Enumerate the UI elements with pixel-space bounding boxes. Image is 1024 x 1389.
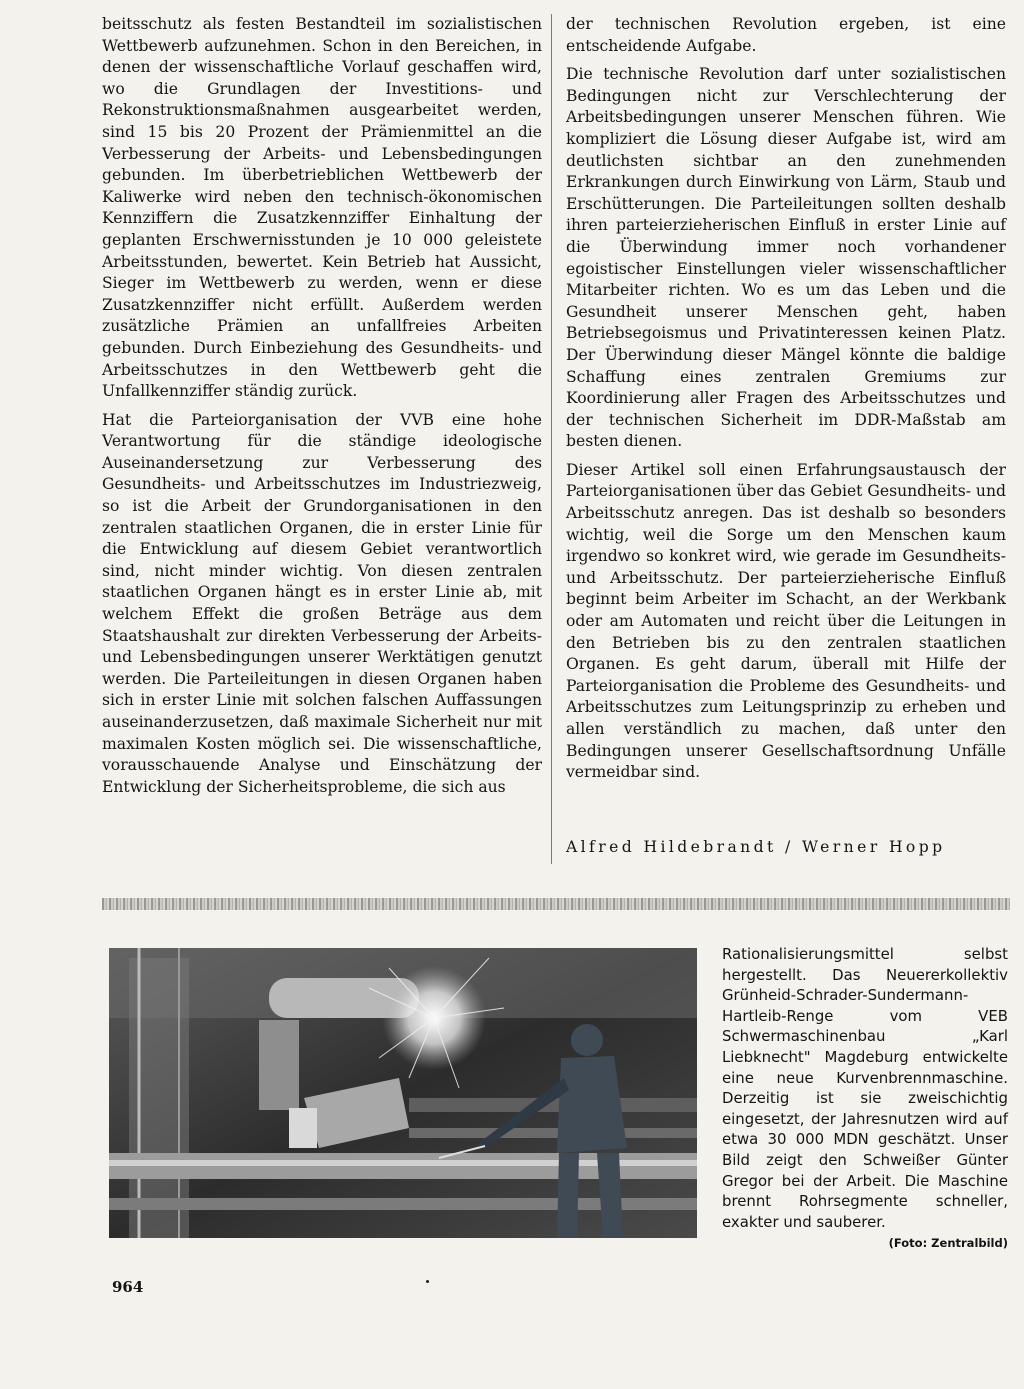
left-paragraph-2: Hat die Parteiorganisation der VVB eine hohe Verantwortung für die ständige ideologische Auseinandersetzung zur Verbesserung des Gesundheits- und Arbeitsschutzes im Industriezweig, so ist die Arbeit der Grundorganisationen in den zentralen staatlichen Organen, die in erster Linie für die Entwicklung auf diesem Gebiet verantwortlich sind, nicht minder wichtig. Von diesen zentralen staatlichen Organen hängt es in erster Linie ab, mit welchem Effekt die großen Beträge aus dem Staatshaushalt zur direkten Verbesserung der Arbeits- und Lebensbedingungen unserer Werktätigen genutzt werden. Die Parteileitungen in diesen Organen haben sich in erster Linie mit solchen falschen Auffassungen auseinanderzusetzen, daß maximale Sicherheit nur mit maximalen Kosten möglich sei. Die wissenschaftliche, vorausschauende Analyse und Einschätzung der Entwicklung der Sicherheitsprobleme, die sich aus: [102, 410, 542, 796]
right-paragraph-2: Die technische Revolution darf unter sozialistischen Bedingungen nicht zur Verschlechterung der Arbeitsbedingungen unserer Menschen führen. Wie kompliziert die Lösung dieser Aufgabe ist, wird am deutlichsten sichtbar an den zunehmenden Erkrankungen durch Einwirkung von Lärm, Staub und Erschütterungen. Die Parteileitungen sollten deshalb ihren parteierzieherischen Einfluß in erster Linie auf die Überwindung immer noch vorhandener egoistischer Einstellungen vieler wissenschaftlicher Mitarbeiter richten. Wo es um das Leben und die Gesundheit unserer Menschen geht, haben Betriebsegoismus und Privatinteressen keinen Platz. Der Überwindung dieser Mängel könnte die baldige Schaffung eines zentralen Gremiums zur Koordinierung aller Fragen des Arbeitsschutzes und der technischen Sicherheit im DDR-Maßstab am besten dienen.: [566, 65, 1006, 451]
photo-credit: (Foto: Zentralbild): [888, 1236, 1008, 1250]
welding-photo-image: [109, 948, 697, 1238]
column-divider: [551, 14, 552, 864]
photo-caption: [722, 944, 1008, 1232]
photo-caption-text: Rationalisierungsmittel selbst hergestellt. Das Neuererkollektiv Grünheid-Schrader-Sundermann-Hartleib-Renge vom VEB Schwermaschinenbau „Karl Liebknecht" Magdeburg entwickelte eine neue Kurvenbrennmaschine. Derzeitig ist sie zweischichtig eingesetzt, der Jahresnutzen wird auf etwa 30 000 MDN geschätzt. Unser Bild zeigt den Schweißer Günter Gregor bei der Arbeit. Die Maschine brennt Rohrsegmente schneller, exakter und sauberer.: [722, 945, 1008, 1231]
print-speck: [426, 1280, 429, 1283]
left-paragraph-1: beitsschutz als festen Bestandteil im sozialistischen Wettbewerb aufzunehmen. Schon in den Bereichen, in denen der wissenschaftliche Vorlauf geschaffen wird, wo die Grundlagen der Investitions- und Rekonstruktionsmaßnahmen ausgearbeitet werden, sind 15 bis 20 Prozent der Prämienmittel an die Verbesserung der Arbeits- und Lebensbedingungen gebunden. Im überbetrieblichen Wettbewerb der Kaliwerke wird neben den technisch-ökonomischen Kennziffern die Zusatzkennziffer Einhaltung der geplanten Erschwernisstunden je 10 000 geleistete Arbeitsstunden, bewertet. Kein Betrieb hat Aussicht, Sieger im Wettbewerb zu werden, wenn er diese Zusatzkennziffer nicht erfüllt. Außerdem werden zusätzliche Prämien an unfallfreies Arbeiten gebunden. Durch Einbeziehung des Gesundheits- und Arbeitsschutzes in den Wettbewerb geht die Unfallkennziffer ständig zurück.: [102, 15, 542, 401]
welding-photo: [109, 948, 697, 1238]
separator-bar: [102, 898, 1010, 910]
right-column: [566, 14, 1006, 791]
right-paragraph-3: Dieser Artikel soll einen Erfahrungsaustausch der Parteiorganisationen über das Gebiet Gesundheits- und Arbeitsschutz anregen. Das ist deshalb so besonders wichtig, weil die Sorge um den Menschen kaum irgendwo so konkret wird, wie gerade im Gesundheits- und Arbeitsschutz. Der parteierzieherische Einfluß beginnt beim Arbeiter im Schacht, an der Werkbank oder am Automaten und reicht über die Leitungen in den Betrieben bis zu den zentralen staatlichen Organen. Es geht darum, überall mit Hilfe der Parteiorganisation die Probleme des Gesundheits- und Arbeitsschutzes zum Leitungsprinzip zu erheben und allen verständlich zu machen, daß unter den Bedingungen unserer Gesellschaftsordnung Unfälle vermeidbar sind.: [566, 460, 1006, 782]
author-line: Alfred Hildebrandt / Werner Hopp: [566, 838, 946, 856]
left-column: [102, 14, 542, 805]
page-number: 964: [112, 1278, 144, 1296]
right-paragraph-1: der technischen Revolution ergeben, ist eine entscheidende Aufgabe.: [566, 15, 1006, 55]
